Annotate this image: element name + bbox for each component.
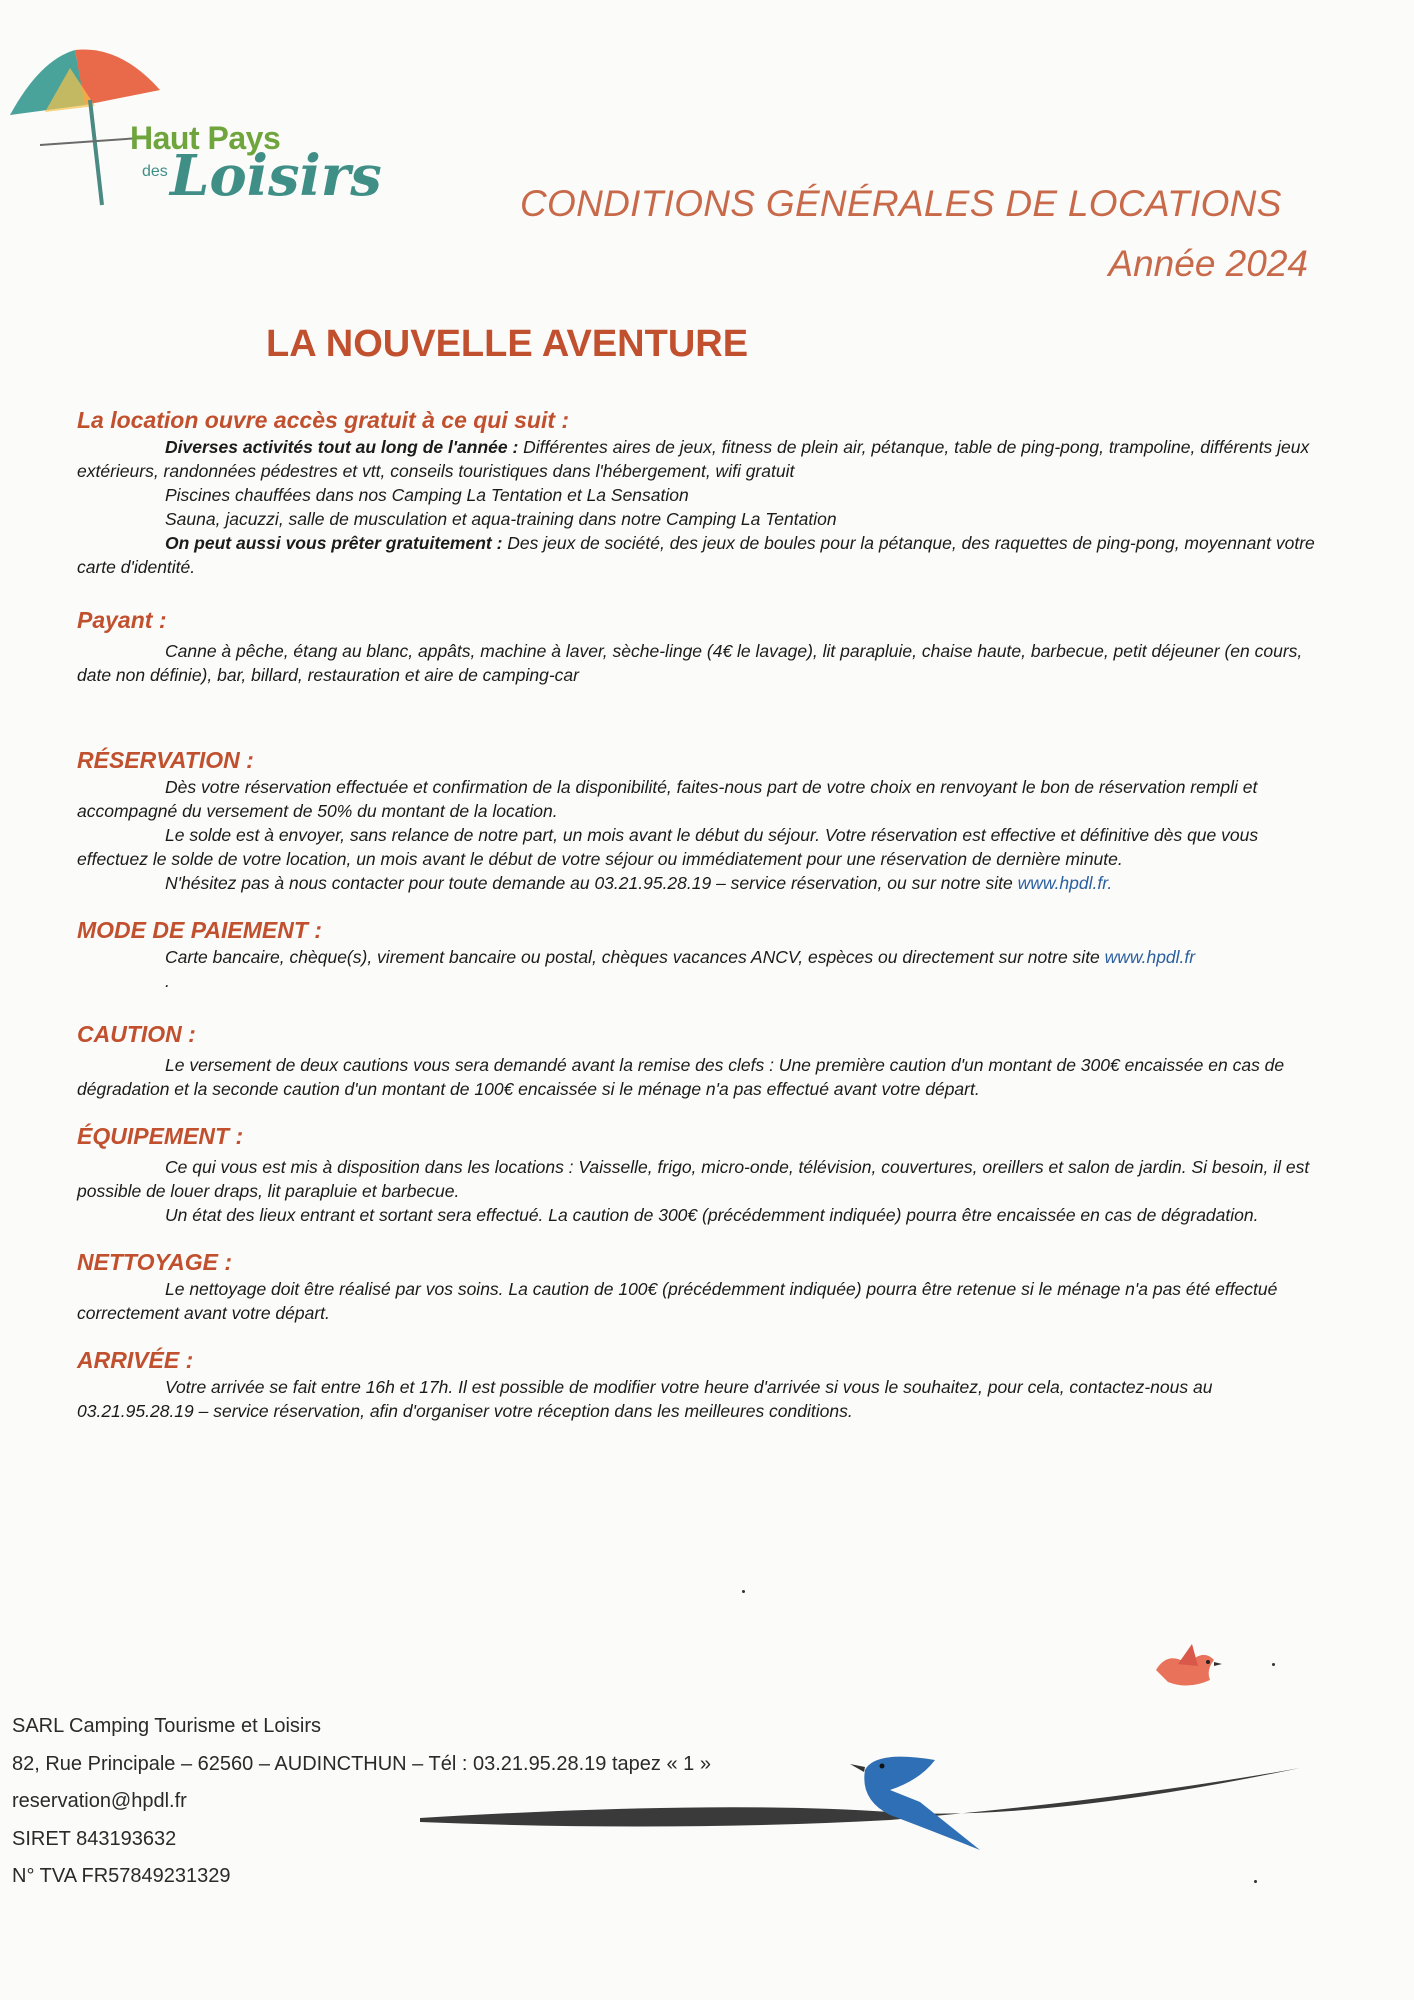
red-bird-icon — [1148, 1640, 1228, 1700]
equipement-paragraph-1: Ce qui vous est mis à disposition dans les locations : Vaisselle, frigo, micro-onde, télévision, couvertures, oreillers et salon de jardin. Si besoin, il est possible de louer draps, lit parapluie et barbecue. — [77, 1157, 1310, 1201]
document-year: Année 2024 — [1108, 243, 1308, 284]
pools-paragraph: Piscines chauffées dans nos Camping La Tentation et La Sensation — [165, 485, 689, 505]
payant-paragraph: Canne à pêche, étang au blanc, appâts, machine à laver, sèche-linge (4€ le lavage), lit parapluie, chaise haute, barbecue, petit déjeuner (en cours, date non définie), bar, billard, restauration et aire de camping-car — [77, 641, 1303, 685]
section-heading-equipement: ÉQUIPEMENT : — [77, 1123, 244, 1149]
scan-speck — [1254, 1880, 1257, 1883]
reservation-paragraph-1: Dès votre réservation effectuée et confirmation de la disponibilité, faites-nous part de votre choix en renvoyant le bon de réservation rempli et accompagné du versement de 50% du montant de la location. — [77, 777, 1258, 821]
payment-paragraph — [77, 945, 1317, 969]
payment-text: Carte bancaire, chèque(s), virement bancaire ou postal, chèques vacances ANCV, espèces ou directement sur notre site — [165, 947, 1105, 967]
sauna-paragraph: Sauna, jacuzzi, salle de musculation et aqua-training dans notre Camping La Tentation — [165, 509, 837, 529]
reservation-paragraph-3 — [77, 871, 1317, 895]
company-address: 82, Rue Principale – 62560 – AUDINCTHUN – Tél : 03.21.95.28.19 tapez « 1 » — [12, 1752, 711, 1775]
logo-text-haut-pays: Haut Pays — [130, 120, 281, 156]
website-link[interactable]: www.hpdl.fr. — [1017, 873, 1113, 893]
lend-label: On peut aussi vous prêter gratuitement : — [165, 533, 503, 553]
lend-paragraph — [77, 531, 1317, 579]
section-heading-nettoyage: NETTOYAGE : — [77, 1249, 233, 1275]
section-heading-payant: Payant : — [77, 607, 167, 633]
logo-text-des: des — [142, 163, 168, 180]
section-heading-caution: CAUTION : — [77, 1021, 196, 1047]
nettoyage-paragraph: Le nettoyage doit être réalisé par vos soins. La caution de 100€ (précédemment indiquée) pourra être retenue si le ménage n'a pas été effectué correctement avant votre départ. — [77, 1279, 1278, 1323]
company-email[interactable]: reservation@hpdl.fr — [12, 1790, 187, 1812]
reservation-paragraph-2: Le solde est à envoyer, sans relance de notre part, un mois avant le début du séjour. Votre réservation est effective et définitive dès que vous effectuez le solde de votre location, un mois avant le début de votre séjour ou immédiatement pour une réservation de dernière minute. — [77, 825, 1259, 869]
rental-name-title: LA NOUVELLE AVENTURE — [266, 323, 749, 365]
section-heading-reservation: RÉSERVATION : — [77, 747, 254, 773]
logo-text-loisirs: Loisirs — [170, 143, 382, 209]
activities-text: Différentes aires de jeux, fitness de plein air, pétanque, table de ping-pong, trampoline, différents jeux extérieurs, randonnées pédestres et vtt, conseils touristiques dans l'hébergement, wifi gratuit — [77, 437, 1310, 481]
section-heading-payment: MODE DE PAIEMENT : — [77, 917, 322, 943]
reservation-contact-text: N'hésitez pas à nous contacter pour toute demande au 03.21.95.28.19 – service réservation, ou sur notre site — [165, 873, 1018, 893]
activities-paragraph — [77, 435, 1317, 483]
company-tva: N° TVA FR57849231329 — [12, 1865, 231, 1887]
company-footer — [12, 1708, 711, 1896]
equipement-paragraph-2: Un état des lieux entrant et sortant sera effectué. La caution de 300€ (précédemment indiquée) pourra être encaissée en cas de dégradation. — [165, 1205, 1259, 1225]
conditions-content — [77, 405, 1317, 1423]
payment-website-link[interactable]: www.hpdl.fr — [1104, 947, 1196, 967]
company-siret: SIRET 843193632 — [12, 1827, 177, 1850]
company-name: SARL Camping Tourisme et Loisirs — [12, 1715, 322, 1737]
scan-speck — [1272, 1663, 1275, 1666]
section-heading-arrivee: ARRIVÉE : — [77, 1347, 194, 1373]
section-heading-free-access: La location ouvre accès gratuit à ce qui suit : — [77, 407, 570, 433]
payment-trailing-dot: . — [165, 971, 170, 991]
arrivee-paragraph: Votre arrivée se fait entre 16h et 17h. Il est possible de modifier votre heure d'arrivée si vous le souhaitez, pour cela, contactez-nous au 03.21.95.28.19 – service réservation, afin d'organiser votre réception dans les meilleures conditions. — [77, 1377, 1213, 1421]
lend-text: Des jeux de société, des jeux de boules pour la pétanque, des raquettes de ping-pong, moyennant votre carte d'identité. — [77, 533, 1315, 577]
scan-speck — [742, 1590, 745, 1593]
activities-label: Diverses activités tout au long de l'année : — [165, 437, 519, 457]
company-logo — [0, 20, 382, 210]
parasol-icon — [0, 20, 170, 210]
caution-paragraph: Le versement de deux cautions vous sera demandé avant la remise des clefs : Une première caution d'un montant de 300€ encaissée en cas de dégradation et la seconde caution d'un montant de 100€ encaissée si le ménage n'a pas effectué avant votre départ. — [77, 1055, 1285, 1099]
document-title: CONDITIONS GÉNÉRALES DE LOCATIONS — [520, 183, 1282, 224]
